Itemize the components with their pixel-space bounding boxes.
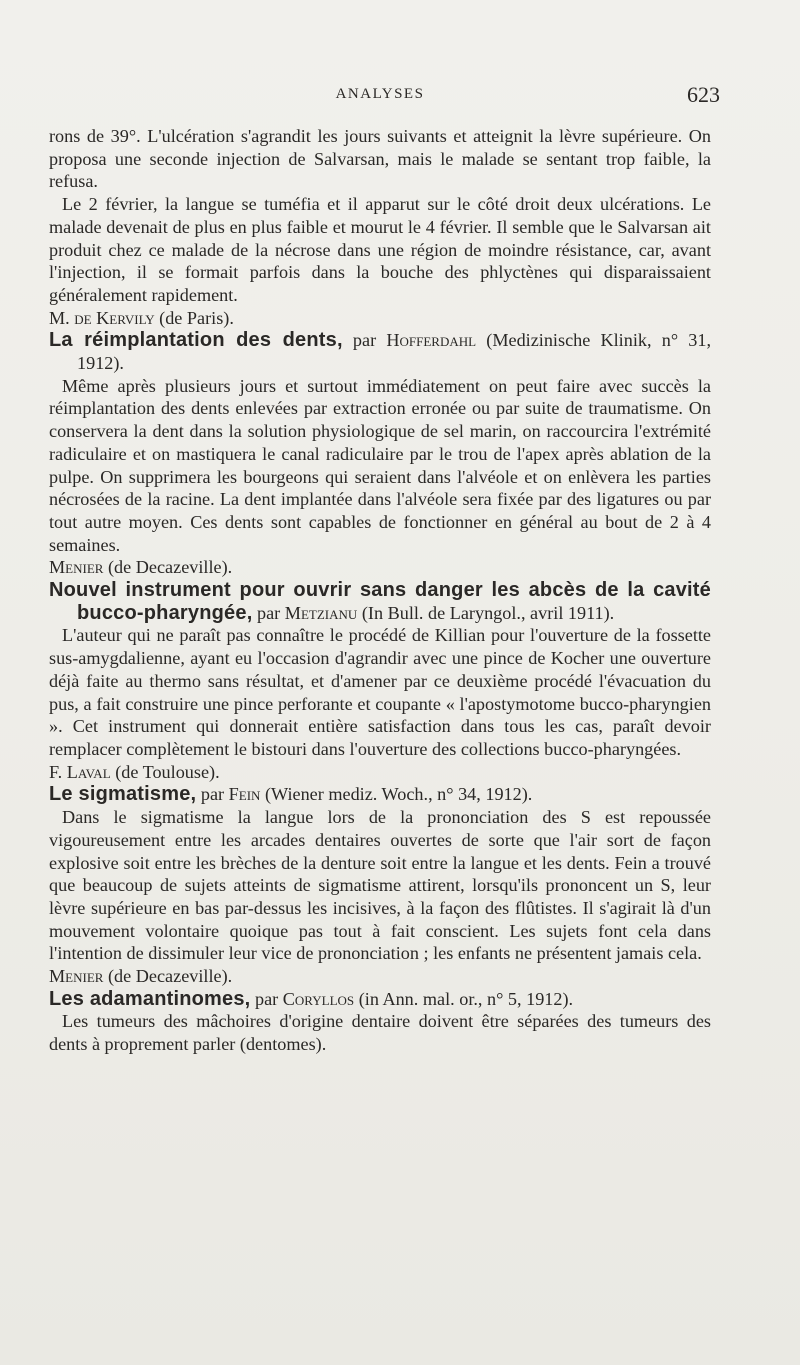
article-text: Les tumeurs des mâchoires d'origine dentaire doivent être séparées des tumeurs des dents à proprement parler (dentomes). (49, 1011, 711, 1055)
article-body (49, 125, 711, 1056)
article-author: Metzianu (284, 602, 358, 623)
article-text: Dans le sigmatisme la langue lors de la prononciation des S est repoussée vigoureusement entre les arcades dentaires ouvertes de sorte que l'air sort de façon explosive soit entre les brèches de la denture soit entre la langue et les dents. Fein a trouvé que beaucoup de sujets atteints de sigmatisme attirent, lorsqu'ils prononcent un S, leur lèvre supérieure en bas par-dessus les incisives, à la façon des flûtistes. Il s'agirait là d'un mouvement volontaire quoique pas tout à fait conscient. Les sujets font cela dans l'intention de dissimuler leur vice de prononciation ; les enfants ne présentent jamais cela. (49, 807, 711, 964)
reviewer-name: Menier (49, 966, 104, 987)
running-title: ANALYSES (335, 86, 425, 102)
article-by: par (255, 988, 279, 1009)
article-source: (in Ann. mal. or., n° 5, 1912). (358, 988, 574, 1009)
article-author: Coryllos (282, 988, 355, 1009)
article-source: (Medizinische Klinik, n° 31, 1912). (77, 330, 712, 374)
reviewer-place: (de Decazeville). (108, 966, 233, 987)
article-text: L'auteur qui ne paraît pas connaître le procédé de Killian pour l'ouverture de la fossette sus-amygdalienne, ayant eu l'occasion d'agrandir avec une pince de Kocher une ouverture déjà faite au thermo sans résultat, et d'amener par ce deuxième procédé l'évacuation du pus, a fait construire une pince perforante et coupante « l'apostymotome bucco-pharyngien ». Cet instrument qui donnerait entière satisfaction dans tous les cas, paraît devoir remplacer complètement le bistouri dans l'ouverture des collections bucco-pharyngées. (49, 625, 711, 759)
reviewer-signature (49, 307, 711, 330)
reviewer-signature (49, 965, 711, 988)
article-heading (49, 988, 711, 1011)
article-title: La réimplantation des dents, (49, 329, 343, 352)
article-title: Les adamantinomes, (49, 987, 251, 1010)
reviewer-name: Laval (66, 761, 111, 782)
reviewer-name: Kervily (96, 307, 155, 328)
article-heading (49, 579, 711, 624)
page-header (40, 82, 720, 112)
article-source: (In Bull. de Laryngol., avril 1911). (361, 602, 615, 623)
article-heading (49, 329, 711, 374)
page-number: 623 (687, 82, 720, 107)
reviewer-particle: de (74, 307, 92, 328)
continuation-paragraph: rons de 39°. L'ulcération s'agrandit les jours suivants et atteignit la lèvre supérieure. On proposa une seconde injection de Salvarsan, mais le malade se sentant trop faible, la refusa. (49, 126, 711, 192)
reviewer-signature (49, 761, 711, 784)
reviewer-place: (de Toulouse). (115, 761, 220, 782)
article-by: par (352, 330, 377, 351)
article-heading (49, 783, 711, 806)
reviewer-signature (49, 556, 711, 579)
reviewer-place: (de Paris). (159, 307, 234, 328)
continuation-paragraph: Le 2 février, la langue se tuméfia et il apparut sur le côté droit deux ulcérations. Le malade devenait de plus en plus faible et mourut le 4 février. Il semble que le Salvarsan ait produit chez ce malade de la nécrose dans une région de moindre résistance, car, avant l'injection, il se formait parfois dans la bouche des phlyctènes qui disparaissaient généralement rapidement. (49, 194, 711, 305)
article-text: Même après plusieurs jours et surtout immédiatement on peut faire avec succès la réimplantation des dents enlevées par extraction erronée ou par suite de traumatisme. On conservera la dent dans la solution physiologique de sel marin, on raccourcira l'extrémité radiculaire et on mastiquera le canal radiculaire par le trou de l'apex après ablation de la pulpe. On supprimera les bourgeons qui seraient dans l'alvéole et on enlèvera les parties nécrosées de la racine. La dent implantée dans l'alvéole sera fixée par des ligatures ou par tout autre moyen. Ces dents sont capables de fonctionner en général au bout de 2 à 4 semaines. (49, 375, 711, 555)
reviewer-prefix: M. (49, 307, 70, 328)
article-by: par (257, 602, 281, 623)
article-author: Fein (228, 784, 261, 805)
article-title: Le sigmatisme, (49, 783, 197, 806)
article-by: par (200, 784, 225, 805)
article-title: Nouvel instrument pour ouvrir sans danger les abcès de la cavité bucco-pharyngée, (49, 579, 711, 624)
reviewer-place: (de Decazeville). (108, 557, 233, 578)
article-source: (Wiener mediz. Woch., n° 34, 1912). (264, 784, 533, 805)
article-author: Hofferdahl (386, 330, 477, 351)
reviewer-initial: F. (49, 761, 63, 782)
reviewer-name: Menier (49, 557, 104, 578)
